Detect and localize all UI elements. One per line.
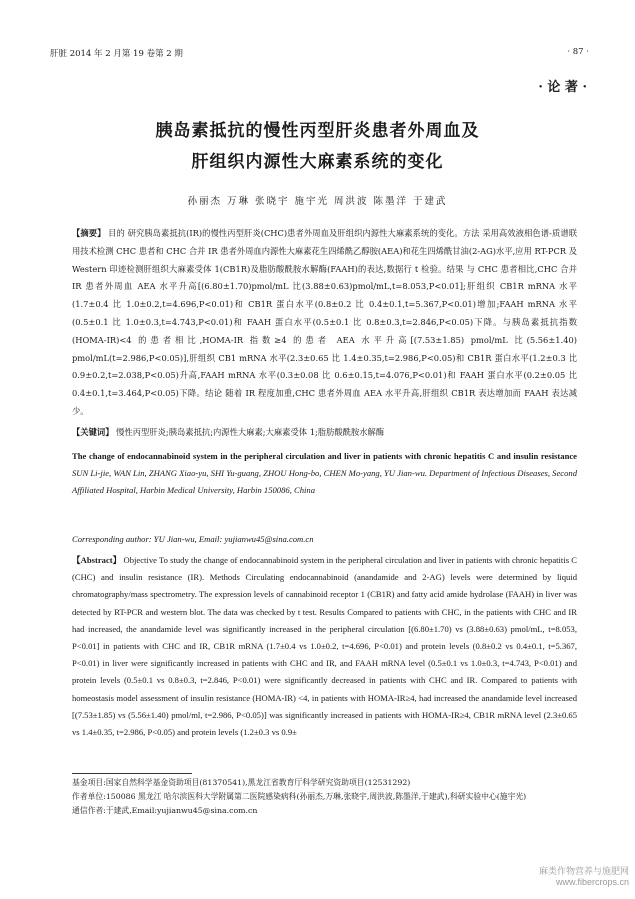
footnotes (72, 776, 577, 818)
keywords-cn-label: 【关键词】 (72, 427, 114, 437)
article-title-line2: 肝组织内源性大麻素系统的变化 (191, 152, 444, 172)
keywords-cn (72, 424, 577, 442)
fund-note: 基金项目:国家自然科学基金资助项目(81370541),黑龙江省教育厅科学研究资助项目(12531292) (72, 778, 411, 787)
abstract-en-text: Objective To study the change of endocannabinoid system in the peripheral circulation and liver in patients with chronic hepatitis C (CHC) and insulin resistance (IR). Methods Circulating endocannabinoid (anandamide and 2-AG) levels were determined by liquid chromatography/mass spectrometry. The expression levels of cannabinoid receptor 1 (CB1R) and fatty acid amide hydrolase (FAAH) in liver was detected by RT-PCR and western blot. The data was checked by t test. Results Compared to patients with CHC, in the patients with CHC and IR had increased, the anandamide level was significantly increased in the peripheral circulation [(6.80±1.70) vs (3.88±0.63) pmol/mL, t=8.053, P<0.01] in patients with CHC and IR, CB1R mRNA (1.7±0.4 vs 1.0±0.2, t=4.696, P<0.01) and protein levels (0.8±0.2 vs 0.4±0.1, t=5.367, P<0.01) in liver were significantly increased in patients with CHC and IR, and FAAH mRNA level (0.5±0.1 vs 1.0±0.3, t=4.743, P<0.01) and protein levels (0.5±0.1 vs 0.8±0.3, t=2.846, P<0.01) were significantly decreased in patients with CHC and IR. Compared to patients with homeostasis model assessment of insulin resistance (HOMA-IR) <4, in patients with HOMA-IR≥4, had increased the anandamide level increased [(7.53±1.85) vs (5.56±1.40) pmol/ml, t=2.986, P<0.05)] was significantly increased in patients with HOMA-IR≥4, CB1R mRNA level (2.3±0.65 vs 1.4±0.35, t=2.986, P<0.05) and protein levels (1.2±0.3 vs 0.9± (72, 555, 577, 738)
watermark-line1: 麻类作物营养与施肥网 (538, 866, 629, 876)
contact-note: 通信作者:于建武,Email:yujianwu45@sina.com.cn (72, 806, 258, 815)
abstract-en (72, 552, 577, 741)
section-label: · 论 著 · (538, 80, 587, 95)
page-number: · 87 · (567, 47, 589, 57)
english-title-block (72, 448, 577, 500)
watermark (539, 864, 629, 887)
corresponding-author: Corresponding author: YU Jian-wu, Email: yujianwu45@sina.com.cn (72, 534, 314, 544)
abstract-cn (72, 225, 577, 421)
affiliation-note: 作者单位:150086 黑龙江 哈尔滨医科大学附属第二医院感染病科(孙丽杰,万琳,张晓宇,周洪波,陈墨洋,于建武),科研实验中心(施宇光) (72, 792, 527, 801)
english-title: The change of endocannabinoid system in the peripheral circulation and liver in patients with chronic hepatitis C and insulin resistance (72, 451, 577, 461)
english-authors: SUN Li-jie, WAN Lin, ZHANG Xiao-yu, SHI Yu-guang, ZHOU Hong-bo, CHEN Mo-yang, YU Jian-wu. Department of Infectious Diseases, Second Affiliated Hospital, Harbin Medical University, Harbin 150086, China (72, 468, 577, 496)
abstract-cn-text: 目的 研究胰岛素抵抗(IR)的慢性丙型肝炎(CHC)患者外周血及肝组织内源性大麻素系统的变化。方法 采用高效液相色谱-质谱联用技术检测 CHC 患者和 CHC 合并 IR 患者外周血内源性大麻素花生四烯酰乙醇胺(AEA)和花生四烯酰甘油(2-AG)水平,应用 RT-PCR 及 Western 印迹检测肝组织大麻素受体 1(CB1R)及脂肪酸酰胺水解酶(FAAH)的表达,数据行 t 检验。结果 与 CHC 患者相比,CHC 合并 IR 患者外周血 AEA 水平升高[(6.80±1.70)pmol/mL 比(3.88±0.63)pmol/mL,t=8.053,P<0.01];肝组织 CB1R mRNA 水平(1.7±0.4 比 1.0±0.2,t=4.696,P<0.01)和 CB1R 蛋白水平(0.8±0.2 比 0.4±0.1,t=5.367,P<0.01)增加;FAAH mRNA 水平(0.5±0.1 比 1.0±0.3,t=4.743,P<0.01)和 FAAH 蛋白水平(0.5±0.1 比 0.8±0.3,t=2.846,P<0.05)下降。与胰岛素抵抗指数(HOMA-IR)<4 的患者相比,HOMA-IR 指数≥4 的患者 AEA 水平升高[(7.53±1.85) pmol/mL 比(5.56±1.40) pmol/mL(t=2.986,P<0.05)],肝组织 CB1 mRNA 水平(2.3±0.65 比 1.4±0.35,t=2.986,P<0.05)和 CB1R 蛋白水平(1.2±0.3 比 0.9±0.2,t=2.038,P<0.05)升高,FAAH mRNA 水平(0.3±0.08 比 0.6±0.15,t=4.076,P<0.01)和 FAAH 蛋白水平(0.2±0.05 比 0.4±0.1,t=3.464,P<0.05)下降。结论 随着 IR 程度加重,CHC 患者外周血 AEA 水平升高,肝组织 CB1R 表达增加而 FAAH 表达减少。 (72, 228, 577, 416)
watermark-line2: www.fibercrops.cn (555, 877, 629, 887)
footnote-rule (72, 773, 192, 774)
abstract-cn-label: 【摘要】 (72, 228, 106, 238)
keywords-cn-text: 慢性丙型肝炎;胰岛素抵抗;内源性大麻素;大麻素受体 1;脂肪酸酰胺水解酶 (113, 427, 385, 437)
abstract-en-label: 【Abstract】 (72, 555, 122, 565)
author-list: 孙丽杰 万琳 张晓宇 施宇光 周洪波 陈墨洋 于建武 (187, 196, 448, 207)
article-title-line1: 胰岛素抵抗的慢性丙型肝炎患者外周血及 (155, 121, 480, 141)
journal-header: 肝脏 2014 年 2 月第 19 卷第 2 期 (50, 49, 183, 59)
